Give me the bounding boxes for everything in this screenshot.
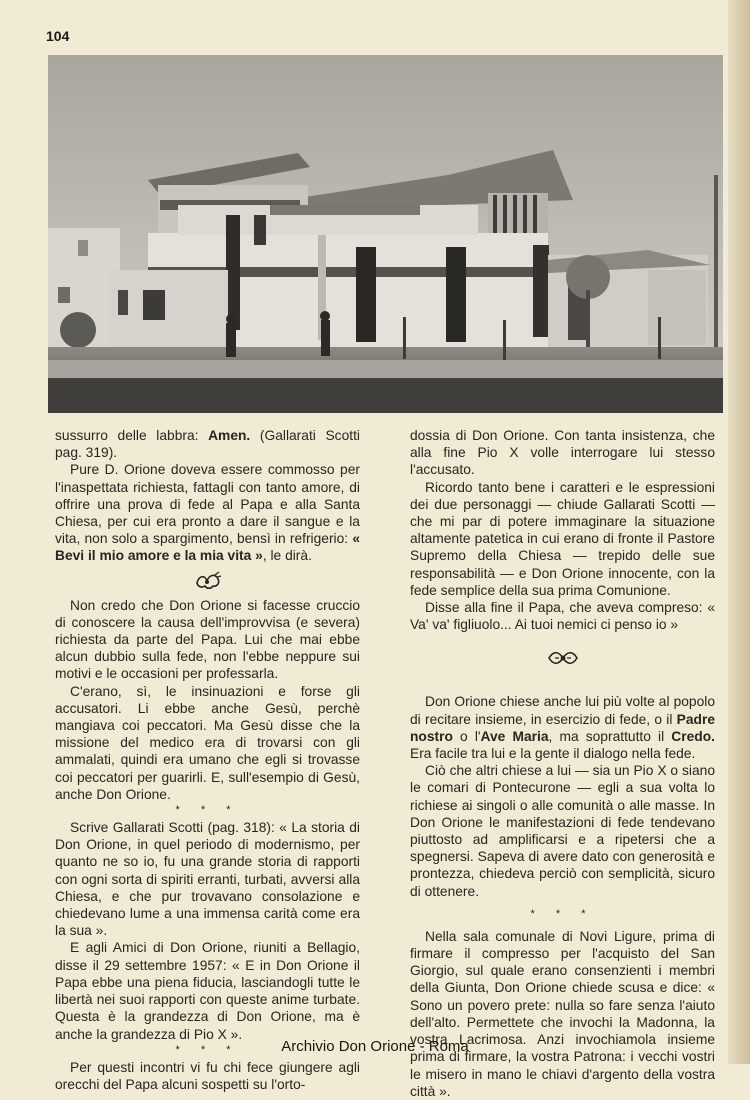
building-photo-illustration xyxy=(48,55,723,413)
paragraph: Don Orione chiese anche lui più volte al popolo di recitare insieme, in esercizio di fede, o il Padre nostro o l'Ave Maria, ma soprattutto il Credo. Era facile tra lui e la gente il dialogo nella fede. xyxy=(410,694,715,762)
paragraph: Disse alla fine il Papa, che aveva compreso: « Va' va' figliuolo... Ai tuoi nemici ci penso io » xyxy=(410,600,715,633)
paragraph: Per questi incontri vi fu chi fece giungere agli orecchi del Papa alcuni sospetti su l'orto- xyxy=(55,1059,360,1092)
paragraph: Non credo che Don Orione si facesse cruccio di conoscere la causa dell'improvvisa (e severa) richiesta da parte del Papa. Lui che mai ebbe alcun dubbio sulla fede, non l'ebbe neppure sui motivi e le occasioni per professarla. xyxy=(55,597,360,682)
paragraph: C'erano, sì, le insinuazioni e forse gli accusatori. Li ebbe anche Gesù, perchè mangiava coi peccatori. Ma Gesù disse che la missione del medico era di trovarsi con gli ammalati, quindi era umano che egli si trovasse coi peccatori per guarirli. E, sull'esempio di Gesù, anche Don Orione. xyxy=(55,683,360,802)
paragraph: Pure D. Orione doveva essere commosso per l'inaspettata richiesta, fattagli con tanto amore, di offrire una prova di fede al Papa e alla Santa Chiesa, per cui era pronto a dare il sangue e la vita, non solo a spargimento, bensì in refrigerio: « Bevi il mio amore e la mia vita », le dirà. xyxy=(55,462,360,564)
left-column xyxy=(55,427,360,1093)
paragraph: E agli Amici di Don Orione, riuniti a Bellagio, disse il 29 settembre 1957: « E in Don Orione il Papa ebbe una piena fiducia, lasciandogli tutte le libertà nei suoi rapporti con queste anime turbate. Questa è la grandezza di Don Orione, ma è anche la grandezza di Pio X ». xyxy=(55,940,360,1042)
ornament-icon xyxy=(55,569,360,595)
paragraph: Scrive Gallarati Scotti (pag. 318): « La storia di Don Orione, in quel periodo di modernismo, per quanto ne so io, fu una grande storia di rapporti con ogni sorta di spiriti erranti, turbati, avversi alla Chiesa, e che pur trovavano consolazione e chiedevano lume a una immensa carità come era la sua ». xyxy=(55,820,360,939)
archive-footer: Archivio Don Orione - Roma xyxy=(281,1038,469,1055)
paragraph: dossia di Don Orione. Con tanta insistenza, che alla fine Pio X volle interrogare lui stesso l'accusato. xyxy=(410,428,715,478)
section-divider-stars: * * * xyxy=(175,804,240,817)
paragraph: Nella sala comunale di Novi Ligure, prima di firmare il compresso per l'acquisto del San Giorgio, sul quale erano consenzienti i membri della Giunta, Don Orione chiede scusa e dice: « Sono un povero prete: nulla so fare senza l'aiuto dell'alto. Permettete che invochi la Madonna, la vostra Lacrimosa. Anzi invochiamola insieme prima di firmare, la vostra Patrona: i vecchi vostri le misero in mano le chiavi d'argento della vostra città ». xyxy=(410,928,715,1099)
section-divider-stars: * * * xyxy=(175,1043,240,1056)
section-divider-stars: * * * xyxy=(530,907,595,920)
ornament-icon xyxy=(410,647,715,673)
building-photo xyxy=(48,55,723,413)
page-edge-shadow xyxy=(728,0,750,1064)
paragraph: sussurro delle labbra: Amen. (Gallarati Scotti pag. 319). xyxy=(55,428,360,461)
paragraph: Ciò che altri chiese a lui — sia un Pio X o siano le comari di Pontecurone — egli a sua volta lo richiese ai singoli o alle comunità o alle masse. In Don Orione le manifestazioni di fede tendevano piuttosto ad amplificarsi e a ripetersi che a spegnersi. Sapeva di avere dato con generosità e prontezza, chiedeva perciò con semplicità, sicuro di ottenere. xyxy=(410,763,715,899)
page-number: 104 xyxy=(46,28,70,44)
paragraph: Ricordo tanto bene i caratteri e le espressioni dei due personaggi — chiude Gallarati Scotti — che mi par di potere immaginare la situazione altamente patetica in cui erano di fronte il Pastore Supremo della Chiesa — trepido delle sue responsabilità — e Don Orione innocente, con la fede semplice della sua prima Comunione. xyxy=(410,479,715,598)
right-column xyxy=(410,427,715,1100)
floral-ornament-icon xyxy=(546,647,580,669)
floral-ornament-icon xyxy=(193,569,223,593)
